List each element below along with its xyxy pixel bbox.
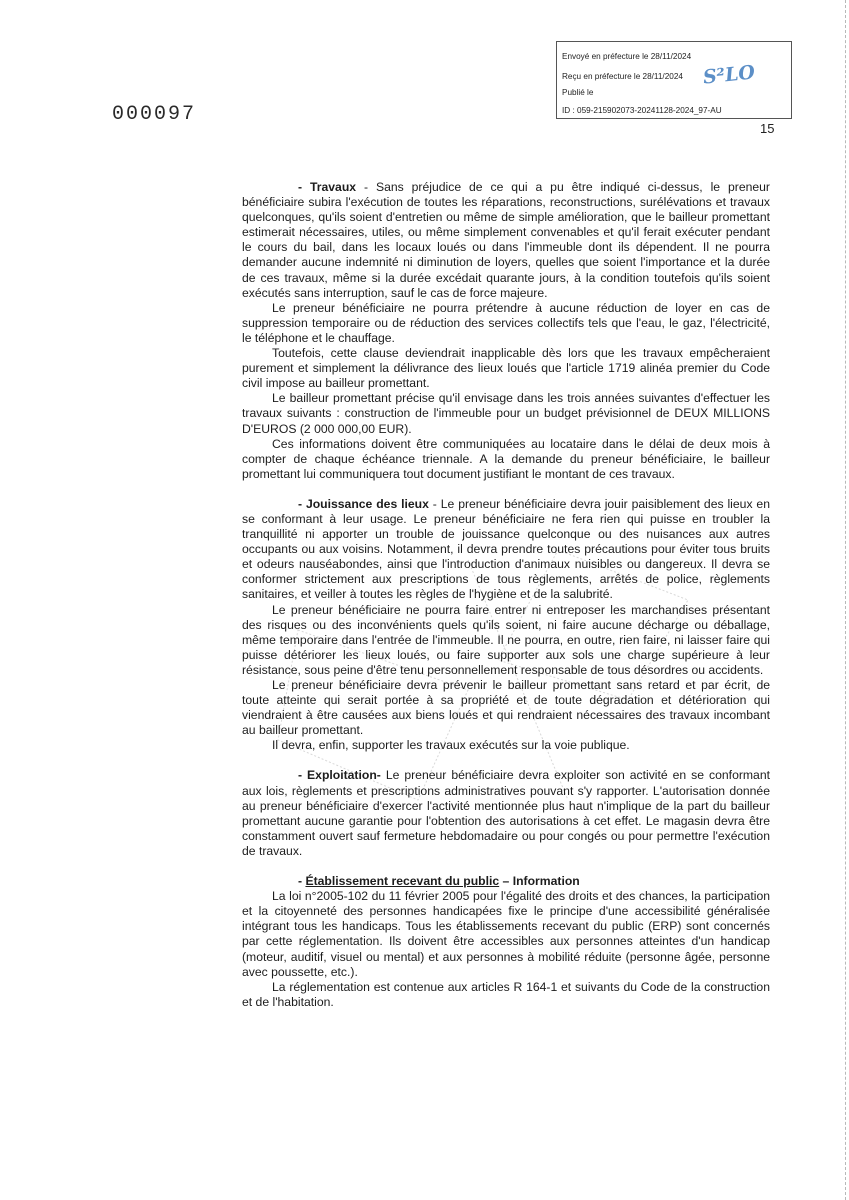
section-travaux: - Travaux - Sans préjudice de ce qui a pu être indiqué ci-dessus, le preneur bénéficiaire subira l'exécution de toutes les réparations, reconstructions, surélévations et travaux quelconques, qu'ils soient d'entretien ou même de simple amélioration, que le bailleur promettant estimerait nécessaires, utiles, ou même simplement convenables et qu'il ferait exécuter pendant le cours du bail, dans les locaux loués ou dans l'immeuble dont ils dépendent. Il ne pourra demander aucune indemnité ni diminution de loyers, quelles que soient l'importance et la durée de ces travaux, même si la durée excédait quarante jours, à la condition toutefois qu'ils soient exécutés sans interruption, sauf le cas de force majeure. (242, 180, 770, 300)
section-jouissance: - Jouissance des lieux - Le preneur bénéficiaire devra jouir paisiblement des lieux en se conformant à leur usage. Le preneur bénéficiaire ne fera rien qui puisse en troubler la tranquillité ni apporter un trouble de jouissance quelconque ou des nuisances aux autres occupants ou aux voisins. Notamment, il devra prendre toutes précautions pour éviter tous bruits et odeurs nauséabondes, ainsi que l'introduction d'animaux nuisibles ou dangereux. Il devra se conformer strictement aux prescriptions de tous règlements, arrêtés de police, règlements sanitaires, et veiller à toutes les règles de l'hygiène et de la salubrité. (242, 496, 770, 602)
section-erp-heading: - Établissement recevant du public – Information (298, 874, 580, 889)
prefecture-stamp (556, 41, 792, 119)
stamp-sent: Envoyé en préfecture le 28/11/2024 (562, 52, 692, 61)
stamp-received: Reçu en préfecture le 28/11/2024 (562, 72, 683, 81)
page-number: 15 (760, 121, 775, 136)
heading-exploitation: - Exploitation- (298, 768, 381, 783)
paragraph: Ces informations doivent être communiquées au locataire dans le délai de deux mois à compter de chaque échéance triennale. A la demande du preneur bénéficiaire, le bailleur promettant lui communiquera tout document justifiant le montant de ces travaux. (242, 436, 770, 481)
paragraph: Le preneur bénéficiaire ne pourra prétendre à aucune réduction de loyer en cas de suppression temporaire ou de réduction des services collectifs tels que l'eau, le gaz, l'électricité, le téléphone et le chauffage. (242, 300, 770, 345)
paragraph: Le preneur bénéficiaire devra prévenir le bailleur promettant sans retard et par écrit, de toute atteinte qui serait portée à sa propriété et de toute dégradation et détérioration qui viendraient à être causées aux biens loués et qui rendraient nécessaires des travaux incombant au bailleur promettant. (242, 678, 770, 738)
heading-travaux: - Travaux (298, 180, 357, 194)
document-body (242, 180, 770, 1010)
heading-erp: Établissement recevant du public (305, 874, 500, 889)
paragraph: Il devra, enfin, supporter les travaux exécutés sur la voie publique. (272, 738, 630, 753)
section-exploitation: - Exploitation- Le preneur bénéficiaire devra exploiter son activité en se conformant aux lois, règlements et prescriptions administratives pouvant s'y rapporter. L'autorisation donnée au preneur bénéficiaire d'exercer l'activité mentionnée plus haut n'implique de la part du bailleur promettant aucune garantie pour l'obtention des autorisations à cet effet. Le magasin devra être constamment ouvert sauf fermeture hebdomadaire ou pour congés ou pour permettre l'exécution de travaux. (242, 768, 770, 858)
paragraph: Toutefois, cette clause deviendrait inapplicable dès lors que les travaux empêcheraient purement et simplement la délivrance des lieux loués que l'article 1719 alinéa premier du Code civil impose au bailleur promettant. (242, 346, 770, 391)
paragraph: La réglementation est contenue aux articles R 164-1 et suivants du Code de la construction et de l'habitation. (242, 979, 770, 1009)
paragraph: La loi n°2005-102 du 11 février 2005 pour l'égalité des droits et des chances, la participation et la citoyenneté des personnes handicapées fixe le principe d'une accessibilité généralisée intégrant tous les handicaps. Tous les établissements recevant du public (ERP) sont concernés par cette réglementation. Ils doivent être accessibles aux personnes atteintes d'un handicap (moteur, auditif, visuel ou mental) et aux personnes à mobilité réduite (personne âgée, personne avec poussette, etc.). (242, 889, 770, 979)
folio-number: 000097 (112, 103, 197, 126)
stamp-signature: S²LO (701, 61, 756, 89)
stamp-published: Publié le (562, 88, 594, 97)
heading-jouissance: - Jouissance des lieux (298, 496, 429, 511)
stamp-id: ID : 059-215902073-20241128-2024_97-AU (562, 106, 722, 115)
page-edge-line (844, 0, 846, 1200)
paragraph: Le preneur bénéficiaire ne pourra faire entrer ni entreposer les marchandises présentant des risques ou des inconvénients quels qu'ils soient, ni faire aucune décharge ou déballage, même temporaire dans l'entrée de l'immeuble. Il ne pourra, en outre, rien faire, ni laisser faire qui puisse détériorer les lieux loués, ou faire supporter aux sols une charge supérieure à leur résistance, sous peine d'être tenu personnellement responsable de tous désordres ou accidents. (242, 602, 770, 677)
paragraph: Le bailleur promettant précise qu'il envisage dans les trois années suivantes d'effectuer les travaux suivants : construction de l'immeuble pour un budget prévisionnel de DEUX MILLIONS D'EUROS (2 000 000,00 EUR). (242, 391, 770, 436)
